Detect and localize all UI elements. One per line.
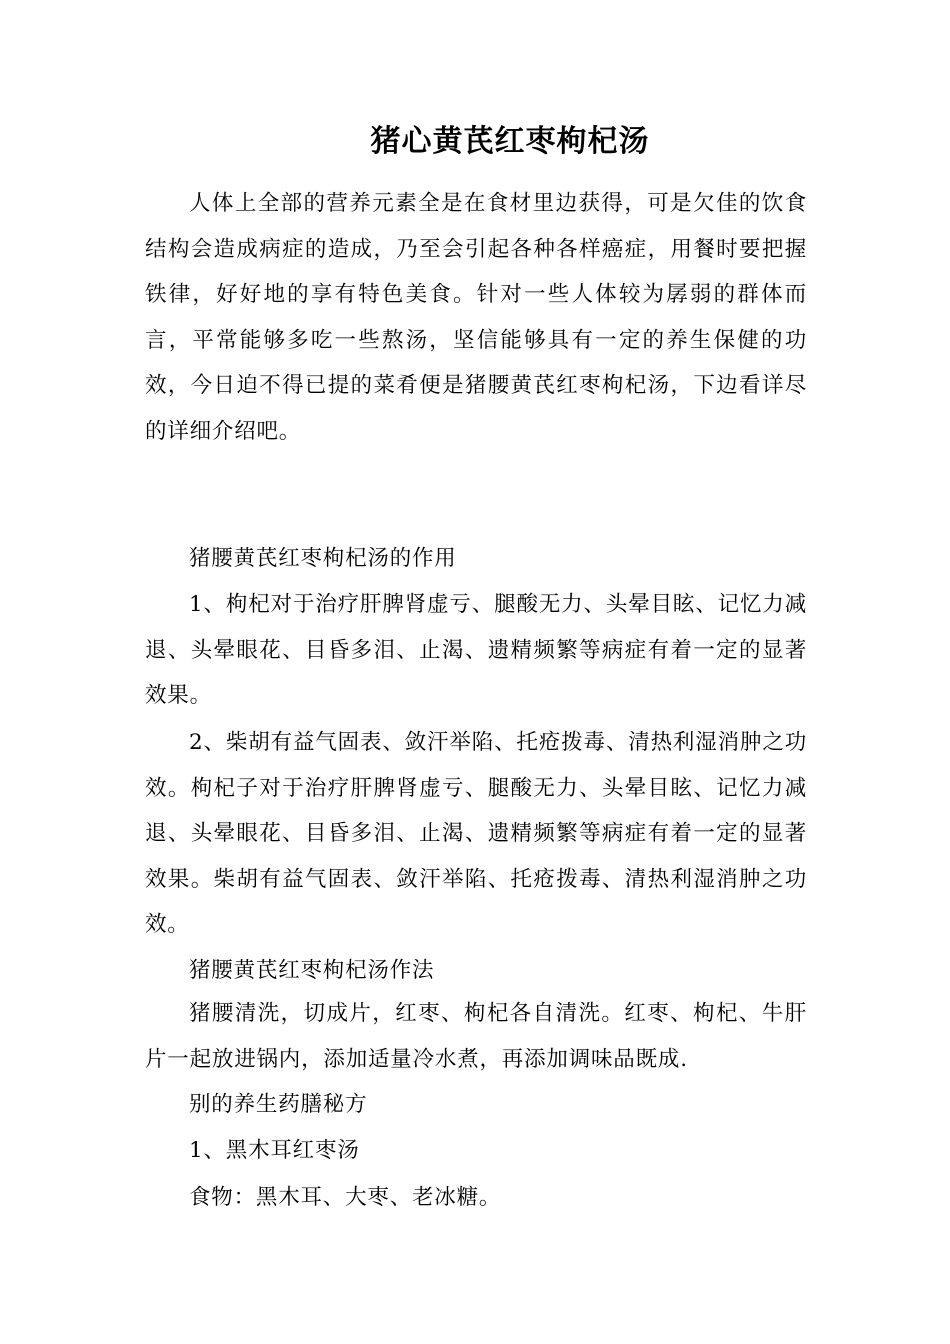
- recipe-1-ingredients: 食物：黑木耳、大枣、老冰糖。: [189, 1185, 502, 1210]
- section-heading-other-recipes: 别的养生药膳秘方: [189, 1092, 368, 1117]
- method-paragraph: 猪腰清洗，切成片，红枣、枸杞各自清洗。红枣、枸杞、牛肝片一起放进锅内，添加适量冷水煮，再添加调味品既成.: [145, 1001, 807, 1072]
- section-heading-method: 猪腰黄芪红枣枸杞汤作法: [189, 958, 435, 983]
- effect-paragraph-2: 2、柴胡有益气固表、敛汗举陷、托疮拨毒、清热利湿消肿之功效。枸杞子对于治疗肝脾肾虚亏、腿酸无力、头晕目眩、记忆力减退、头晕眼花、目昏多泪、止渴、遗精频繁等病症有着一定的显著效果。柴胡有益气固表、敛汗举陷、托疮拨毒、清热利湿消肿之功效。: [145, 730, 807, 938]
- section-heading-effects: 猪腰黄芪红枣枸杞汤的作用: [189, 546, 457, 571]
- effect-paragraph-1: 1、枸杞对于治疗肝脾肾虚亏、腿酸无力、头晕目眩、记忆力减退、头晕眼花、目昏多泪、止渴、遗精频繁等病症有着一定的显著效果。: [145, 592, 807, 709]
- intro-paragraph: 人体上全部的营养元素全是在食材里边获得，可是欠佳的饮食结构会造成病症的造成，乃至会引起各种各样癌症，用餐时要把握铁律，好好地的享有特色美食。针对一些人体较为孱弱的群体而言，平常能够多吃一些熬汤，坚信能够具有一定的养生保健的功效，今日迫不得已提的菜肴便是猪腰黄芪红枣枸杞汤，下边看详尽的详细介绍吧。: [145, 191, 807, 444]
- recipe-1-title: 1、黑木耳红枣汤: [189, 1138, 360, 1163]
- document-title: 猪心黄芪红枣枸杞汤: [370, 124, 650, 159]
